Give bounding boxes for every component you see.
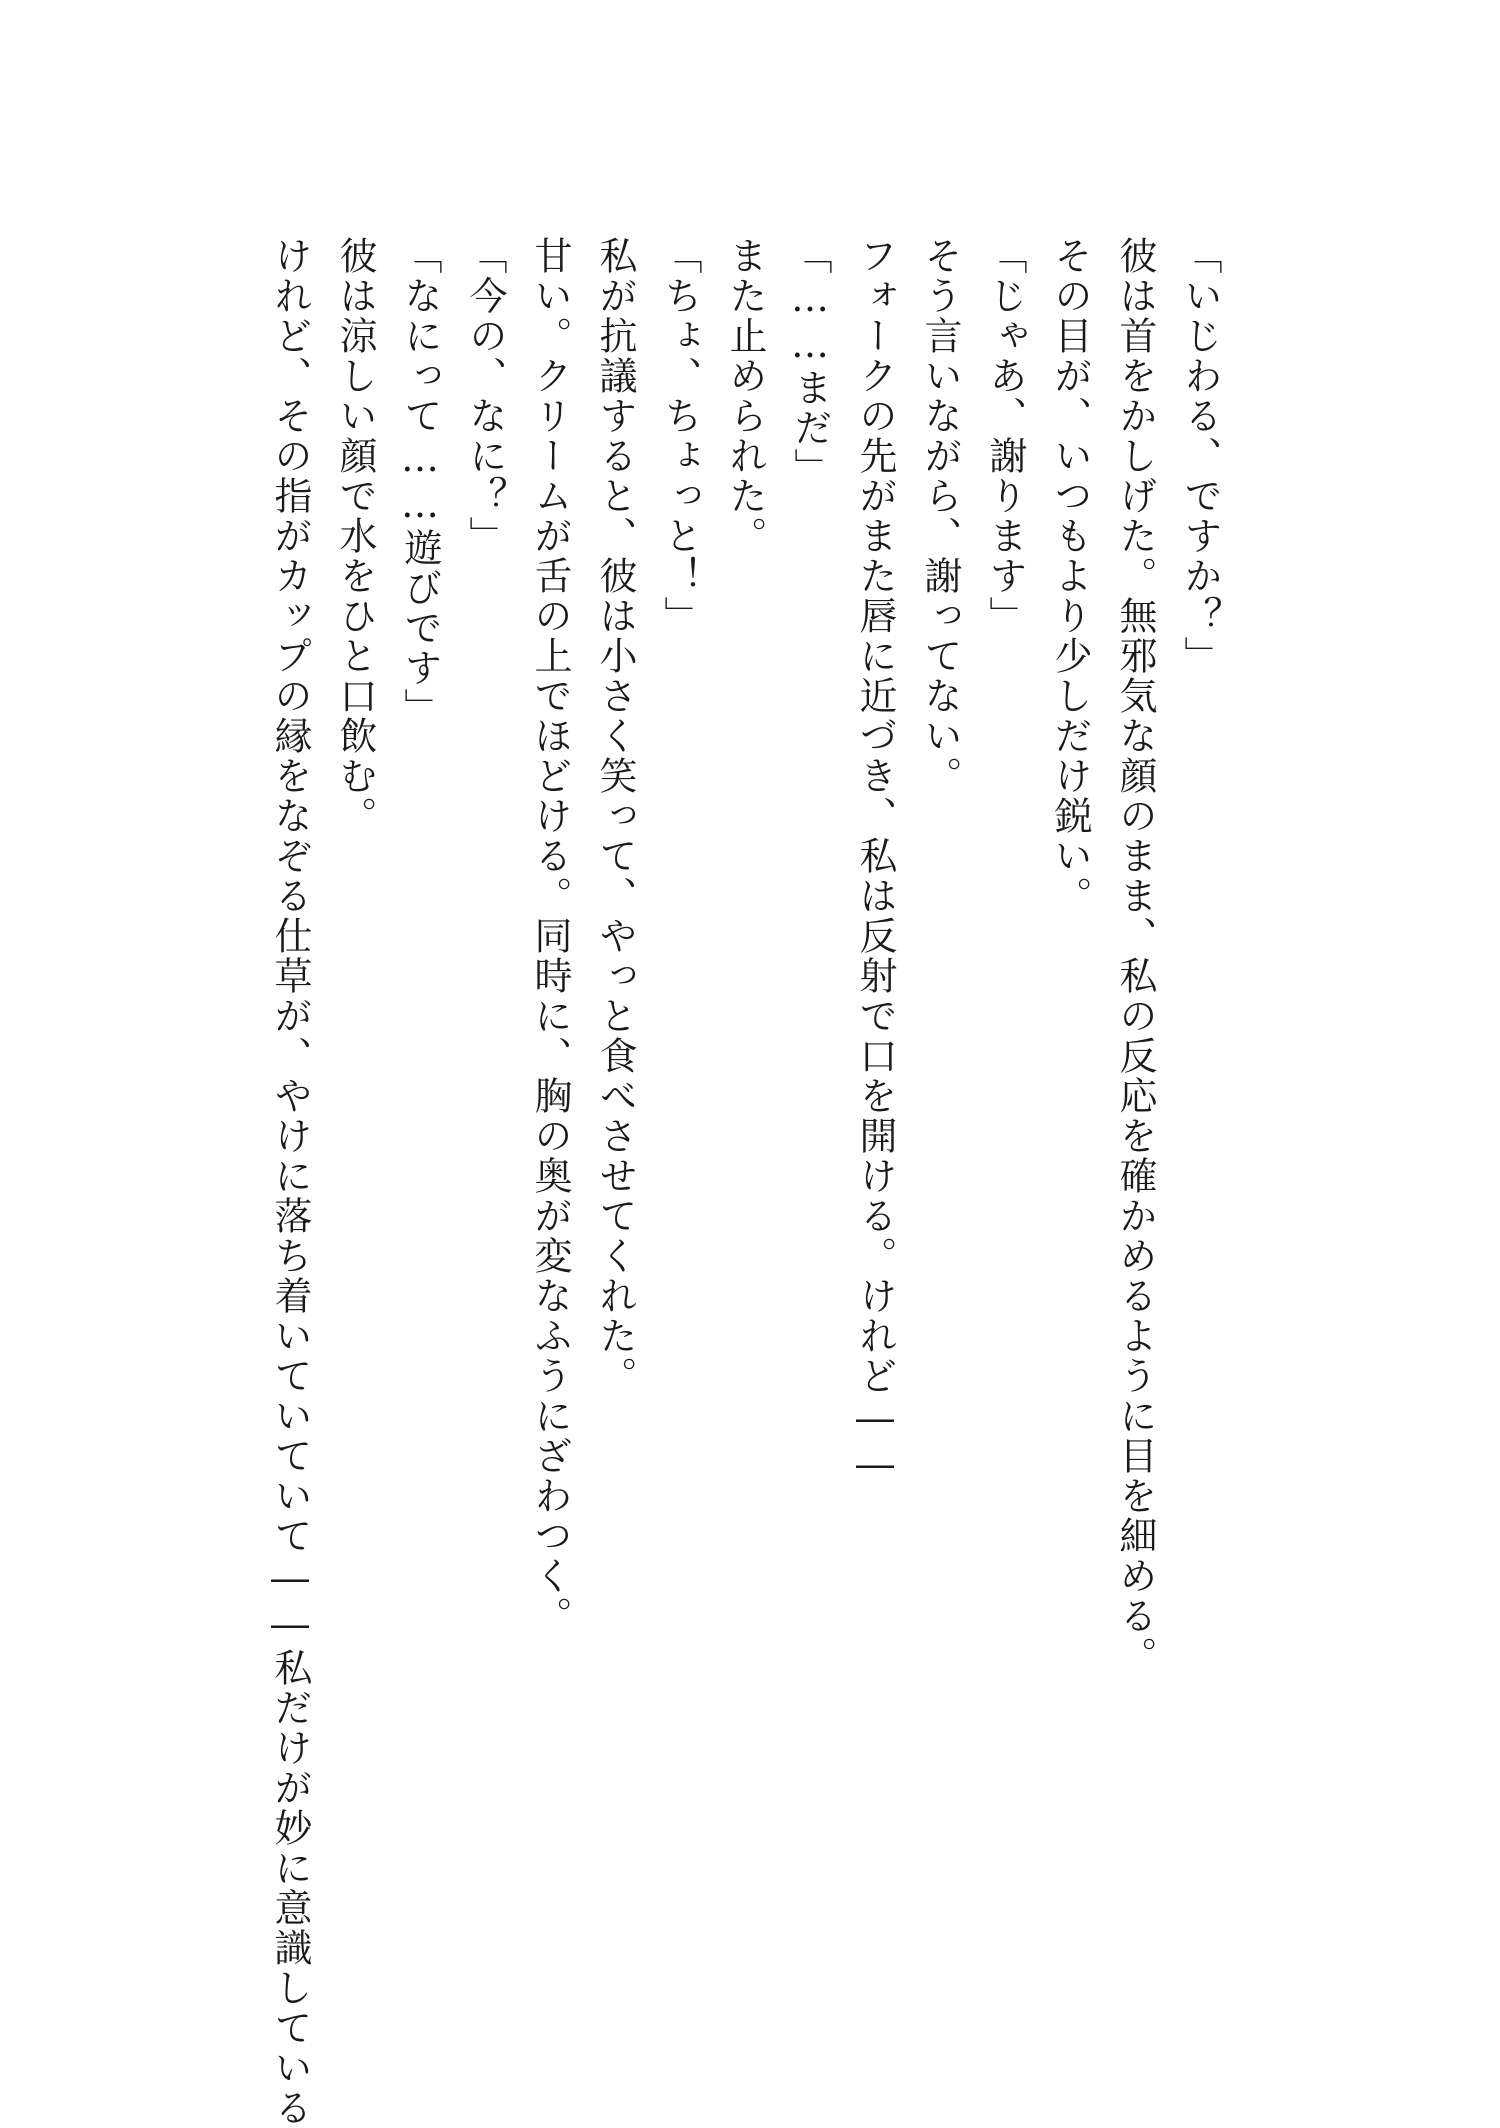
- text-line: 「ちょ、ちょっと！」: [658, 236, 702, 636]
- text-line: 甘い。クリームが舌の上でほどける。同時に、胸の奥が変なふうにざわつく。: [528, 236, 572, 1636]
- text-line: 彼は涼しい顔で水をひと口飲む。: [333, 236, 377, 836]
- text-line: 彼は首をかしげた。無邪気な顔のまま、私の反応を確かめるように目を細める。: [1113, 236, 1157, 1676]
- text-line: その目が、いつもより少しだけ鋭い。: [1048, 236, 1092, 916]
- text-line: 私が抗議すると、彼は小さく笑って、やっと食べさせてくれた。: [593, 236, 637, 1396]
- text-line: そう言いながら、謝ってない。: [918, 236, 962, 796]
- text-line: 「なにって……遊びです」: [398, 236, 442, 728]
- text-line: 「いじわる、ですか？」: [1178, 236, 1222, 676]
- text-line: また止められた。: [723, 236, 767, 556]
- text-line: 「今の、なに？」: [463, 236, 507, 556]
- text-line: フォークの先がまた唇に近づき、私は反射で口を開ける。けれど――: [853, 236, 897, 1488]
- text-line: けれど、その指がカップの縁をなぞる仕草が、やけに落ち着いていていて――私だけが妙に意識している: [268, 236, 312, 2128]
- text-line: 「じゃあ、謝ります」: [983, 236, 1027, 636]
- vertical-text-body: [257, 236, 1232, 2128]
- text-line: 「……まだ」: [788, 236, 832, 488]
